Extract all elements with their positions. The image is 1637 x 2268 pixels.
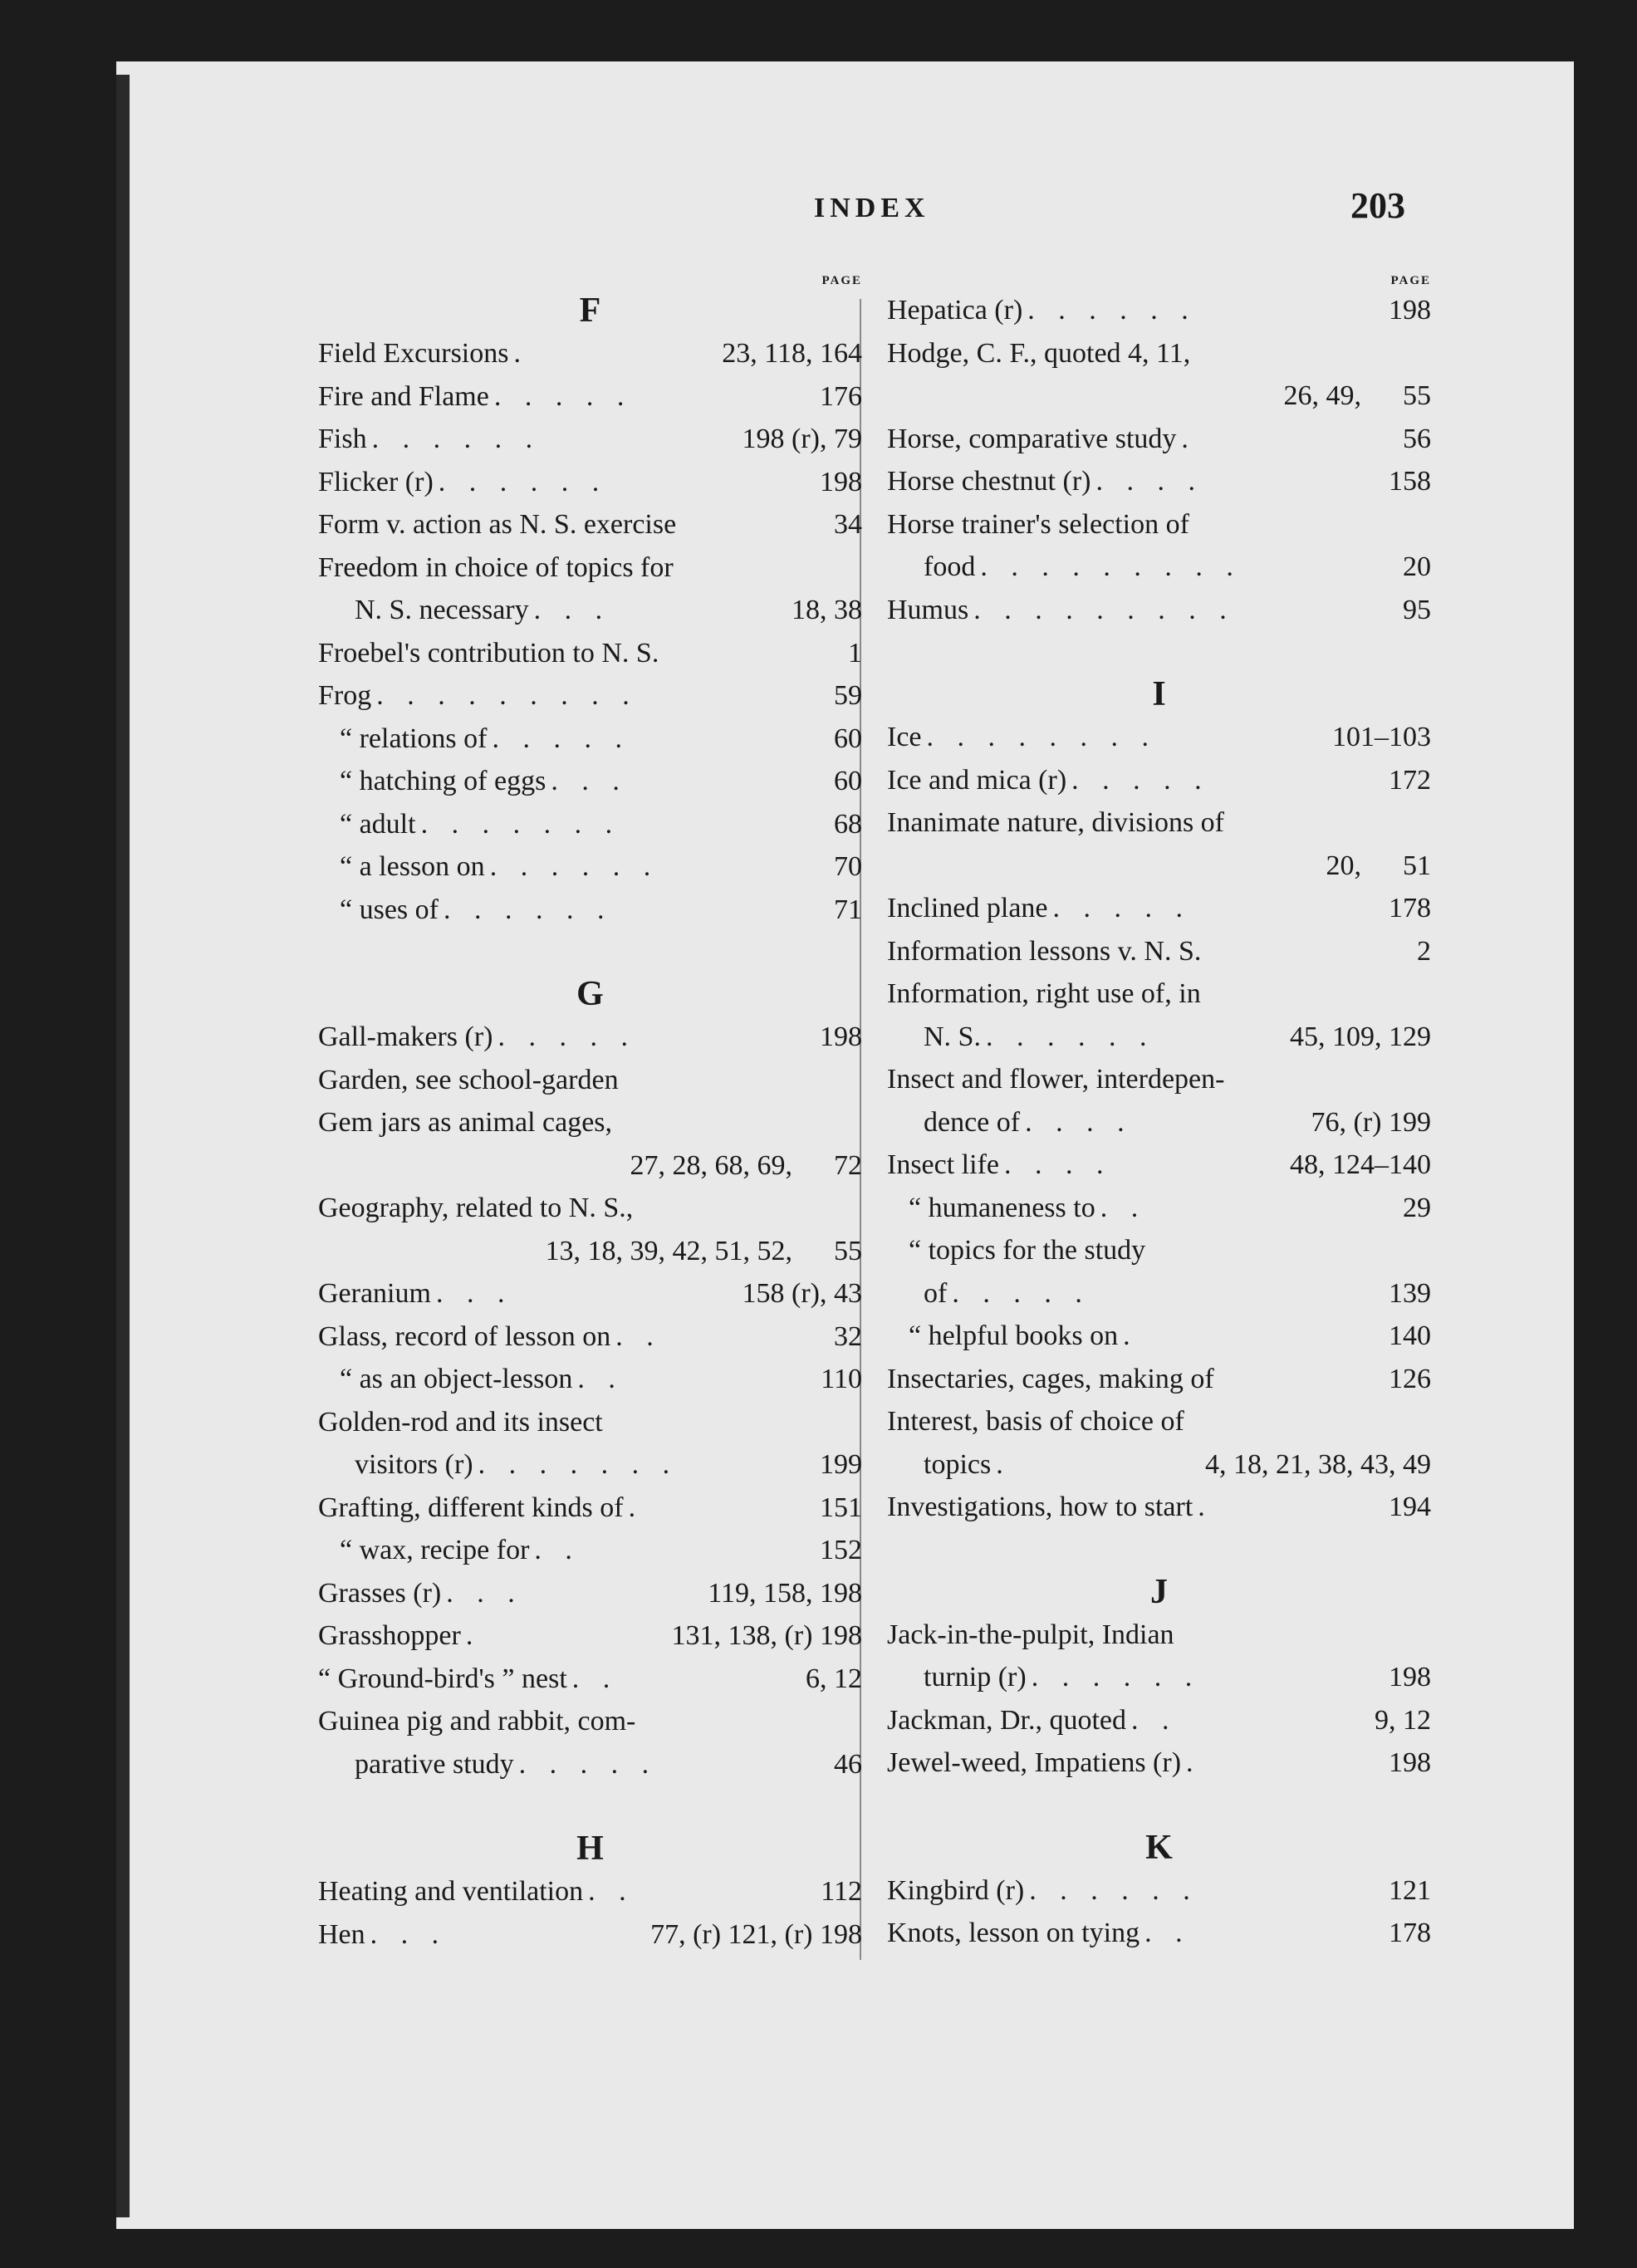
entry-term: “ helpful books on xyxy=(909,1320,1119,1351)
entry-page-refs: 172 xyxy=(1389,764,1431,796)
entry-leader-dots: . . xyxy=(615,1320,662,1352)
entry-page-refs: 60 xyxy=(834,723,862,754)
index-entry xyxy=(887,1315,1431,1358)
entry-term: Field Excursions xyxy=(318,338,509,369)
entry-term: Information, right use of, in xyxy=(887,978,1201,1009)
entry-page-refs: 101–103 xyxy=(1332,722,1431,752)
entry-term: Flicker (r) xyxy=(318,466,434,497)
entry-page-refs: 9, 12 xyxy=(1375,1704,1431,1736)
index-entry xyxy=(318,760,862,803)
entry-term: “ adult xyxy=(340,808,416,840)
index-entry xyxy=(887,759,1431,802)
index-entry xyxy=(318,503,862,546)
index-entry xyxy=(318,375,862,419)
entry-leader-dots: . xyxy=(996,1448,1012,1480)
entry-term: Ice and mica (r) xyxy=(887,764,1067,796)
entry-term: visitors (r) xyxy=(355,1449,473,1480)
index-entry xyxy=(318,546,862,590)
entry-term: food xyxy=(924,551,976,582)
index-entry xyxy=(318,1401,862,1444)
section-letter: H xyxy=(576,1830,604,1868)
entry-term: Insect life xyxy=(887,1149,999,1180)
index-entry xyxy=(887,1486,1431,1529)
entry-leader-dots: . . . . . . xyxy=(1031,1662,1201,1692)
entry-term: Garden, see school-garden xyxy=(318,1064,619,1095)
section-gap xyxy=(318,1785,862,1827)
index-entry xyxy=(887,332,1431,375)
entry-term: dence of xyxy=(924,1106,1021,1138)
entry-leader-dots: . . . . . xyxy=(497,1021,637,1052)
index-entry xyxy=(318,1743,862,1786)
entry-leader-dots: . . . xyxy=(533,595,611,625)
index-entry xyxy=(887,930,1431,973)
index-entry xyxy=(318,845,862,889)
entry-term: Fish xyxy=(318,424,367,454)
entry-term: Interest, basis of choice of xyxy=(887,1406,1184,1437)
entry-leader-dots: . xyxy=(1198,1492,1213,1522)
index-entry xyxy=(887,1443,1431,1487)
entry-term: Grasshopper xyxy=(318,1620,461,1651)
entry-leader-dots: . xyxy=(628,1492,645,1523)
index-entry xyxy=(318,1700,862,1743)
entry-leader-dots: . . xyxy=(571,1663,619,1694)
entry-term: Hepatica (r) xyxy=(887,295,1023,326)
entry-page-refs: 51 xyxy=(1403,850,1431,881)
index-entry xyxy=(318,889,862,932)
entry-page-refs: 198 xyxy=(820,1021,862,1052)
index-entry xyxy=(318,1315,862,1359)
entry-page-refs: 121 xyxy=(1389,1874,1431,1906)
entry-leader-dots: . xyxy=(1123,1320,1139,1351)
entry-term: “ Ground-bird's ” nest xyxy=(318,1663,567,1694)
entry-term: of xyxy=(924,1277,948,1309)
entry-page-refs: 72 xyxy=(834,1149,862,1181)
entry-leader-dots: . . . . . . xyxy=(1027,295,1197,326)
entry-page-refs: 158 xyxy=(1389,466,1431,497)
entry-term: “ wax, recipe for xyxy=(340,1535,530,1565)
section-gap xyxy=(318,931,862,972)
index-entry xyxy=(318,1614,862,1658)
index-entry xyxy=(887,887,1431,930)
entry-page-refs: 71 xyxy=(834,894,862,925)
entry-page-refs: 95 xyxy=(1403,594,1431,625)
entry-page-refs: 119, 158, 198 xyxy=(708,1577,862,1609)
index-entry xyxy=(318,1487,862,1530)
entry-leader-dots: . . . xyxy=(446,1577,523,1609)
entry-page-refs: 112 xyxy=(821,1876,862,1907)
entry-term: “ relations of xyxy=(340,723,488,754)
section-letter: F xyxy=(579,291,601,330)
index-entry xyxy=(318,1016,862,1059)
index-entry xyxy=(887,460,1431,503)
entry-page-refs: 18, 38 xyxy=(792,595,862,625)
entry-page-refs: 178 xyxy=(1389,893,1431,923)
index-entry xyxy=(318,589,862,632)
entry-page-refs: 56 xyxy=(1403,423,1431,454)
entry-page-refs: 139 xyxy=(1389,1277,1431,1309)
entry-page-refs: 68 xyxy=(834,808,862,840)
entry-page-refs: 4, 18, 21, 38, 43, 49 xyxy=(1205,1448,1431,1480)
entry-term: 13, 18, 39, 42, 51, 52, xyxy=(545,1235,792,1266)
entry-leader-dots: . . . . . xyxy=(952,1277,1091,1309)
entry-leader-dots: . . . . . . . . . xyxy=(980,551,1242,582)
entry-term: Insect and flower, interdepen- xyxy=(887,1064,1225,1095)
entry-page-refs: 23, 118, 164 xyxy=(722,338,862,369)
entry-page-refs: 55 xyxy=(1403,380,1431,411)
entry-term: Horse, comparative study xyxy=(887,423,1177,454)
entry-term: Golden-rod and its insect xyxy=(318,1406,603,1438)
entry-term: Frog xyxy=(318,680,372,711)
entry-term: Knots, lesson on tying xyxy=(887,1918,1140,1948)
index-entry xyxy=(887,1272,1431,1315)
entry-term: 26, 49, xyxy=(1283,380,1361,411)
entry-page-refs: 140 xyxy=(1389,1320,1431,1351)
entry-leader-dots: . xyxy=(513,338,529,369)
entry-page-refs: 176 xyxy=(820,380,862,412)
index-entry xyxy=(887,1699,1431,1742)
entry-page-refs: 70 xyxy=(834,851,862,882)
entry-term: turnip (r) xyxy=(924,1662,1027,1692)
entry-term: Heating and ventilation xyxy=(318,1876,584,1907)
entry-term: Hen xyxy=(318,1918,365,1950)
index-entry xyxy=(318,718,862,761)
entry-leader-dots: . . . . . xyxy=(1071,764,1210,796)
entry-leader-dots: . . xyxy=(588,1876,635,1907)
entry-leader-dots: . . . . . . . xyxy=(478,1449,679,1480)
entry-leader-dots: . . . . . . xyxy=(443,894,613,925)
entry-term: Gem jars as animal cages, xyxy=(318,1107,613,1138)
index-entry xyxy=(318,1059,862,1102)
entry-page-refs: 29 xyxy=(1403,1192,1431,1223)
section-gap xyxy=(887,1529,1431,1570)
entry-page-refs: 76, (r) 199 xyxy=(1311,1106,1431,1138)
entry-term: “ a lesson on xyxy=(340,851,485,882)
entry-page-refs: 77, (r) 121, (r) 198 xyxy=(650,1918,862,1950)
entry-term: “ as an object-lesson xyxy=(340,1364,573,1394)
index-entry xyxy=(887,589,1431,632)
entry-term: Humus xyxy=(887,594,969,625)
entry-leader-dots: . . . . . xyxy=(518,1748,658,1780)
entry-page-refs: 32 xyxy=(834,1320,862,1352)
entry-term: parative study xyxy=(355,1748,514,1780)
index-entry xyxy=(318,632,862,675)
page-column-label: PAGE xyxy=(821,274,862,287)
entry-leader-dots: . . . . . . xyxy=(1029,1874,1198,1906)
entry-term: “ uses of xyxy=(340,894,439,925)
entry-term: Gall-makers (r) xyxy=(318,1021,493,1052)
entry-leader-dots: . . . xyxy=(370,1918,448,1950)
entry-leader-dots: . . xyxy=(1131,1704,1178,1736)
index-entry xyxy=(318,332,862,375)
entry-leader-dots: . . . . . . . xyxy=(420,808,621,840)
entry-term: Jackman, Dr., quoted xyxy=(887,1704,1126,1736)
entry-leader-dots: . . . xyxy=(435,1278,513,1309)
index-entry xyxy=(318,803,862,846)
entry-term: Information lessons v. N. S. xyxy=(887,935,1202,967)
entry-page-refs: 198 xyxy=(1389,295,1431,326)
entry-term: Kingbird (r) xyxy=(887,1874,1025,1906)
index-entry xyxy=(318,1101,862,1144)
index-entry xyxy=(318,1272,862,1315)
entry-leader-dots: . . xyxy=(577,1364,624,1394)
entry-leader-dots: . . . . . . . . xyxy=(926,722,1158,752)
index-entry xyxy=(318,1144,862,1188)
entry-leader-dots: . . . . . . . . . xyxy=(376,680,638,711)
entry-page-refs: 198 (r), 79 xyxy=(742,424,862,454)
index-entry xyxy=(318,418,862,461)
entry-leader-dots: . . xyxy=(1144,1918,1191,1948)
index-entry xyxy=(887,546,1431,589)
entry-term: Fire and Flame xyxy=(318,380,489,412)
page-number: 203 xyxy=(1350,185,1405,226)
entry-term: Guinea pig and rabbit, com- xyxy=(318,1706,636,1737)
entry-term: Inclined plane xyxy=(887,893,1048,923)
entry-page-refs: 59 xyxy=(834,680,862,711)
index-entry xyxy=(318,1658,862,1701)
entry-leader-dots: . . . . . . xyxy=(489,851,659,882)
entry-leader-dots: . . . . . . xyxy=(985,1021,1155,1052)
entry-leader-dots: . . xyxy=(534,1535,581,1565)
index-entry xyxy=(887,1101,1431,1144)
entry-leader-dots: . xyxy=(1186,1747,1202,1778)
entry-page-refs: 198 xyxy=(820,466,862,497)
entry-term: 27, 28, 68, 69, xyxy=(630,1149,792,1181)
index-entry xyxy=(887,1058,1431,1101)
entry-leader-dots: . . . . . . . . . xyxy=(973,594,1235,625)
index-entry xyxy=(887,1656,1431,1699)
entry-page-refs: 48, 124–140 xyxy=(1290,1149,1431,1180)
entry-page-refs: 1 xyxy=(848,637,862,669)
entry-term: topics xyxy=(924,1448,992,1480)
index-column-right xyxy=(887,274,1431,1955)
entry-page-refs: 199 xyxy=(820,1449,862,1480)
entry-term: Glass, record of lesson on xyxy=(318,1320,611,1352)
entry-term: N. S. xyxy=(924,1021,981,1052)
entry-term: Form v. action as N. S. exercise xyxy=(318,509,677,540)
index-column-left xyxy=(318,274,862,1956)
running-header-title: INDEX xyxy=(814,193,930,223)
entry-page-refs: 45, 109, 129 xyxy=(1290,1021,1431,1052)
index-entry xyxy=(887,1400,1431,1443)
index-entry xyxy=(887,845,1431,888)
index-entry xyxy=(887,1614,1431,1657)
entry-page-refs: 55 xyxy=(834,1235,862,1266)
entry-term: “ topics for the study xyxy=(909,1235,1146,1266)
entry-page-refs: 6, 12 xyxy=(806,1663,862,1694)
entry-term: Froebel's contribution to N. S. xyxy=(318,637,659,669)
index-entry xyxy=(887,1187,1431,1230)
entry-term: Freedom in choice of topics for xyxy=(318,551,674,583)
entry-term: “ humaneness to xyxy=(909,1192,1095,1223)
entry-page-refs: 34 xyxy=(834,509,862,540)
entry-leader-dots: . . xyxy=(1100,1192,1147,1223)
index-entry xyxy=(318,461,862,504)
index-entry xyxy=(887,716,1431,759)
entry-page-refs: 194 xyxy=(1389,1492,1431,1522)
entry-leader-dots: . . . . xyxy=(1004,1149,1112,1180)
entry-term: “ hatching of eggs xyxy=(340,766,546,796)
entry-page-refs: 2 xyxy=(1417,935,1431,967)
entry-leader-dots: . . . . . . xyxy=(371,424,542,454)
entry-term: Ice xyxy=(887,722,922,752)
index-entry xyxy=(887,1144,1431,1187)
index-entry xyxy=(887,418,1431,461)
entry-leader-dots: . . . . xyxy=(1025,1106,1133,1138)
entry-page-refs: 198 xyxy=(1389,1662,1431,1692)
entry-page-refs: 126 xyxy=(1389,1363,1431,1394)
page-column-label: PAGE xyxy=(1390,274,1431,287)
index-entry xyxy=(887,503,1431,546)
index-entry xyxy=(887,375,1431,418)
entry-term: N. S. necessary xyxy=(355,595,529,625)
entry-leader-dots: . . . . xyxy=(1095,466,1203,497)
entry-page-refs: 110 xyxy=(821,1364,862,1394)
index-entry xyxy=(318,1870,862,1913)
entry-page-refs: 131, 138, (r) 198 xyxy=(671,1620,862,1651)
entry-term: Inanimate nature, divisions of xyxy=(887,807,1225,838)
entry-term: Geranium xyxy=(318,1278,431,1309)
index-entry xyxy=(318,1358,862,1401)
entry-term: Grasses (r) xyxy=(318,1577,442,1609)
index-entry xyxy=(887,1229,1431,1272)
page-binding-edge xyxy=(116,75,130,2217)
entry-term: Hodge, C. F., quoted 4, 11, xyxy=(887,337,1191,369)
index-entry xyxy=(318,1443,862,1487)
index-entry xyxy=(887,801,1431,845)
entry-leader-dots: . . . . . xyxy=(1052,893,1192,923)
entry-page-refs: 178 xyxy=(1389,1918,1431,1948)
section-letter: J xyxy=(1150,1572,1168,1611)
entry-leader-dots: . xyxy=(465,1620,482,1651)
index-entry xyxy=(318,674,862,718)
entry-term: 20, xyxy=(1326,850,1361,881)
entry-leader-dots: . . . . . . xyxy=(438,466,608,497)
index-entry xyxy=(887,289,1431,332)
entry-leader-dots: . . . xyxy=(551,766,628,796)
entry-page-refs: 152 xyxy=(820,1535,862,1565)
index-entry xyxy=(318,1913,862,1957)
entry-term: Jack-in-the-pulpit, Indian xyxy=(887,1619,1174,1650)
entry-term: Geography, related to N. S., xyxy=(318,1193,634,1223)
entry-term: Jewel-weed, Impatiens (r) xyxy=(887,1747,1182,1778)
entry-page-refs: 198 xyxy=(1389,1747,1431,1778)
section-letter: G xyxy=(576,975,604,1013)
entry-page-refs: 20 xyxy=(1403,551,1431,582)
entry-term: Horse trainer's selection of xyxy=(887,508,1189,540)
entry-term: Insectaries, cages, making of xyxy=(887,1363,1214,1394)
entry-page-refs: 151 xyxy=(820,1492,862,1523)
index-entry xyxy=(318,1187,862,1230)
section-letter: I xyxy=(1152,675,1166,713)
entry-page-refs: 158 (r), 43 xyxy=(742,1278,862,1309)
index-entry xyxy=(887,1016,1431,1059)
entry-term: Grafting, different kinds of xyxy=(318,1492,624,1523)
entry-page-refs: 46 xyxy=(834,1748,862,1780)
entry-leader-dots: . . . . . xyxy=(492,723,630,754)
index-entry xyxy=(887,1912,1431,1955)
entry-term: Horse chestnut (r) xyxy=(887,466,1091,497)
entry-page-refs: 60 xyxy=(834,766,862,796)
index-entry xyxy=(318,1230,862,1273)
index-entry xyxy=(318,1572,862,1615)
section-gap xyxy=(887,1785,1431,1826)
index-entry xyxy=(318,1529,862,1572)
entry-term: Investigations, how to start xyxy=(887,1492,1193,1522)
entry-leader-dots: . . . . . xyxy=(493,380,633,412)
entry-leader-dots: . xyxy=(1181,423,1197,454)
index-entry xyxy=(887,1358,1431,1401)
index-entry xyxy=(887,1741,1431,1785)
section-gap xyxy=(887,631,1431,673)
section-letter: K xyxy=(1145,1828,1173,1867)
index-entry xyxy=(887,972,1431,1016)
index-entry xyxy=(887,1869,1431,1913)
